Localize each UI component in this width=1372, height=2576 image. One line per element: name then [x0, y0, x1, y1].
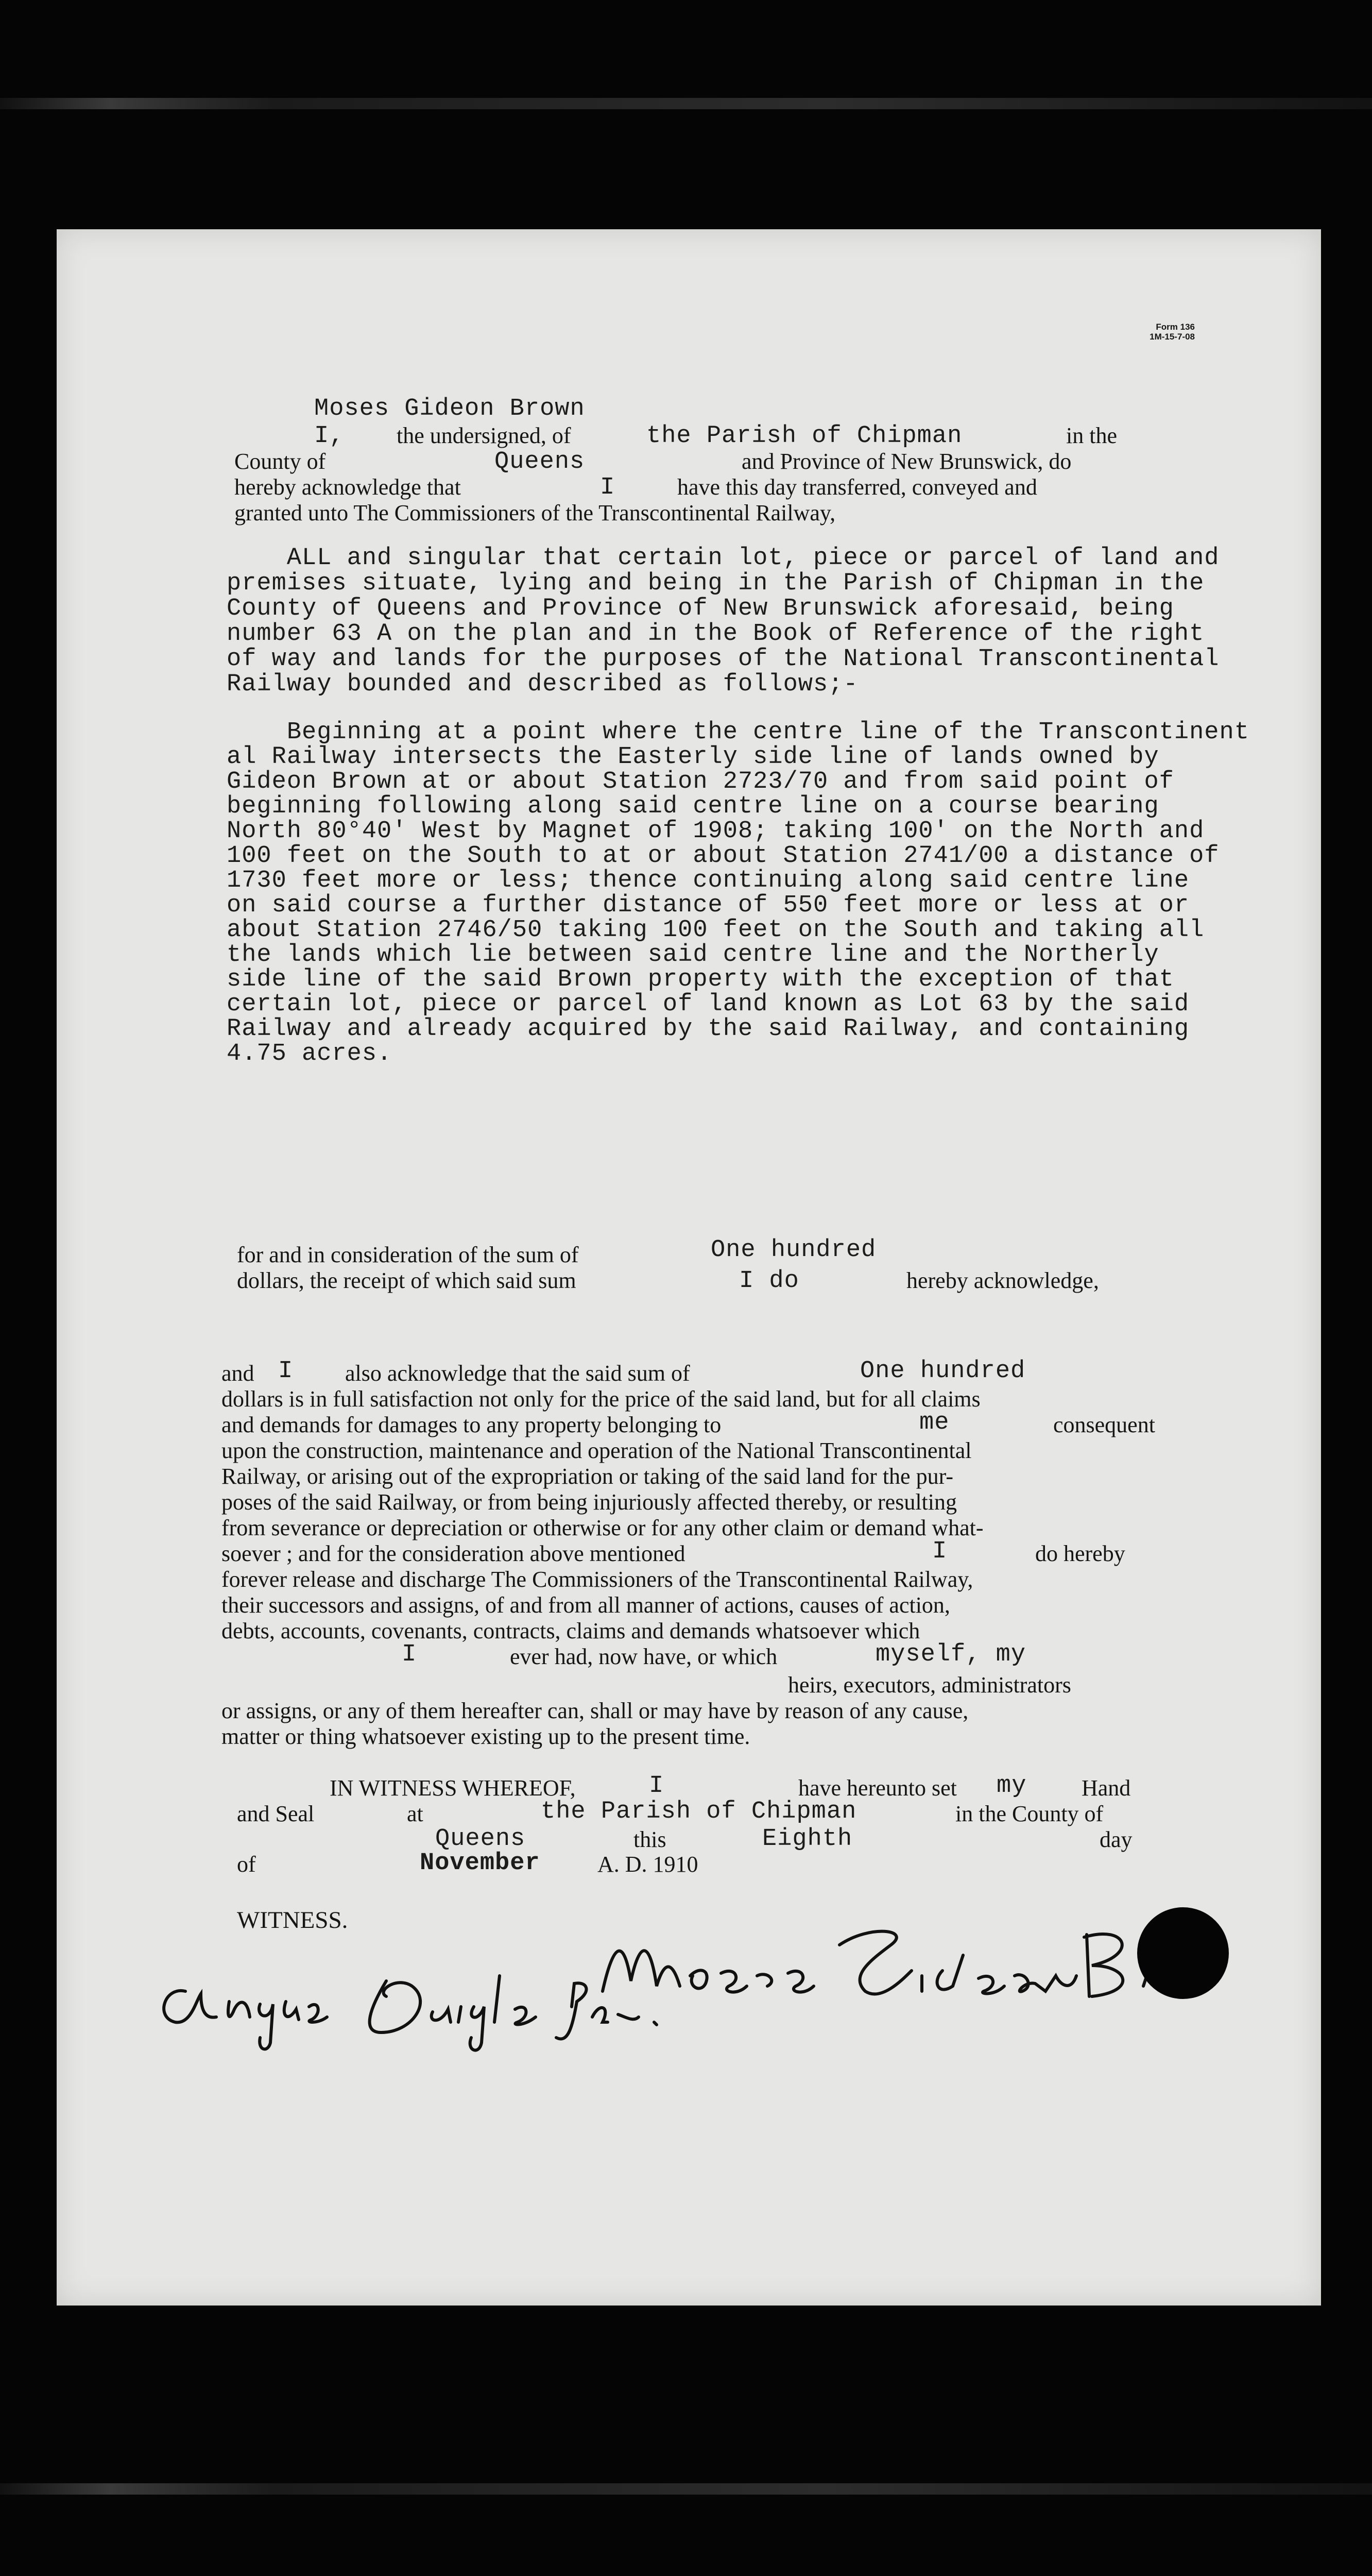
day-label: day — [1100, 1827, 1133, 1852]
form-number — [1045, 322, 1195, 342]
release-line: forever release and discharge The Commissioners of the Transcontinental Railway, — [221, 1567, 973, 1592]
release-do-hereby: do hereby — [1035, 1541, 1125, 1566]
release-line: dollars is in full satisfaction not only for the price of the said land, but for all claims — [221, 1386, 981, 1412]
witness-label: WITNESS. — [237, 1907, 348, 1934]
release-line: or assigns, or any of them hereafter can, shall or may have by reason of any cause, — [221, 1698, 969, 1723]
release-heirs: heirs, executors, administrators — [788, 1672, 1071, 1698]
para1-line: County of Queens and Province of New Brunswick aforesaid, being — [227, 595, 1174, 622]
hand-label: Hand — [1082, 1775, 1131, 1801]
form-code: 1M-15-7-08 — [1150, 332, 1195, 342]
release-also-acknowledge: also acknowledge that the said sum of — [345, 1361, 690, 1386]
para2-line: certain lot, piece or parcel of land known as Lot 63 by the said — [227, 991, 1190, 1018]
document-page — [57, 229, 1321, 2306]
province-label: and Province of New Brunswick, do — [742, 449, 1072, 474]
acknowledge-label: hereby acknowledge that — [234, 474, 461, 500]
para2-line: Gideon Brown at or about Station 2723/70 and from said point of — [227, 768, 1174, 795]
release-line: soever ; and for the consideration above mentioned — [221, 1541, 685, 1566]
release-line: Railway, or arising out of the expropriation or taking of the said land for the pur- — [221, 1464, 953, 1489]
release-line: their successors and assigns, of and from all manner of actions, causes of action, — [221, 1592, 950, 1618]
release-and: and — [221, 1361, 254, 1386]
witness-month: November — [420, 1850, 540, 1877]
release-consequent: consequent — [1053, 1412, 1155, 1437]
para2-line: Railway and already acquired by the said Railway, and containing — [227, 1015, 1190, 1043]
grantor-name: Moses Gideon Brown — [314, 395, 585, 422]
consideration-label: for and in consideration of the sum of — [237, 1242, 579, 1267]
release-i: I — [278, 1358, 294, 1385]
seal-stamp — [1137, 1907, 1229, 1999]
in-witness-whereof: IN WITNESS WHEREOF, — [330, 1775, 576, 1801]
county-label: County of — [234, 449, 326, 474]
release-line: from severance or depreciation or otherwise or for any other claim or demand what- — [221, 1515, 984, 1540]
para2-line: on said course a further distance of 550 feet more or less at or — [227, 892, 1190, 919]
hereby-acknowledge-label: hereby acknowledge, — [906, 1268, 1099, 1293]
of-label: of — [237, 1852, 256, 1877]
acknowledge-typed: I — [600, 474, 615, 501]
receipt-typed: I do — [739, 1267, 799, 1295]
scan-edge-bottom — [0, 2483, 1372, 2495]
witness-i: I — [649, 1772, 664, 1800]
at-label: at — [407, 1801, 423, 1826]
release-i-3: I — [402, 1641, 417, 1668]
para1-line: of way and lands for the purposes of the National Transcontinental — [227, 646, 1220, 673]
para2-line: 100 feet on the South to at or about Station 2741/00 a distance of — [227, 842, 1220, 870]
witness-county: Queens — [435, 1825, 526, 1853]
witness-my: my — [997, 1772, 1027, 1800]
para2-line: side line of the said Brown property with the exception of that — [227, 966, 1174, 993]
form-number-label: Form 136 — [1156, 322, 1195, 332]
witness-day: Eighth — [762, 1825, 853, 1853]
para2-line: 4.75 acres. — [227, 1040, 392, 1067]
para2-line: al Railway intersects the Easterly side line of lands owned by — [227, 743, 1159, 771]
release-myself: myself, my — [876, 1641, 1026, 1668]
para2-line: beginning following along said centre line on a course bearing — [227, 793, 1159, 820]
release-me: me — [919, 1409, 950, 1436]
release-line: and demands for damages to any property belonging to — [221, 1412, 722, 1437]
and-seal-label: and Seal — [237, 1801, 315, 1826]
witness-signature — [144, 1945, 752, 2063]
para1-line: number 63 A on the plan and in the Book of Reference of the right — [227, 620, 1205, 648]
witness-place: the Parish of Chipman — [541, 1798, 857, 1825]
hereunto-set: have hereunto set — [798, 1775, 957, 1801]
scan-edge-top — [0, 98, 1372, 109]
release-line: matter or thing whatsoever existing up to the present time. — [221, 1724, 750, 1749]
release-line: upon the construction, maintenance and operation of the National Transcontinental — [221, 1438, 972, 1463]
release-i-2: I — [932, 1538, 948, 1565]
para1-line: Railway bounded and described as follows;- — [227, 671, 859, 698]
release-ever-had: ever had, now have, or which — [510, 1644, 778, 1669]
in-the-label: in the — [1066, 423, 1117, 448]
para1-line: premises situate, lying and being in the Parish of Chipman in the — [227, 570, 1205, 597]
release-amount: One hundred — [860, 1358, 1026, 1385]
anno-domini: A. D. 1910 — [597, 1852, 698, 1877]
consideration-amount: One hundred — [711, 1236, 877, 1264]
this-label: this — [633, 1827, 666, 1852]
para2-line: 1730 feet more or less; thence continuing along said centre line — [227, 867, 1190, 894]
para2-line: North 80°40' West by Magnet of 1908; taking 100' on the North and — [227, 818, 1205, 845]
para2-line: the lands which lie between said centre line and the Northerly — [227, 941, 1159, 969]
para1-line: ALL and singular that certain lot, piece or parcel of land and — [227, 545, 1220, 572]
granted-line: granted unto The Commissioners of the Transcontinental Railway, — [234, 500, 836, 526]
para2-line: Beginning at a point where the centre line of the Transcontinent — [227, 719, 1249, 746]
transferred-label: have this day transferred, conveyed and — [677, 474, 1037, 500]
release-line: debts, accounts, covenants, contracts, claims and demands whatsoever which — [221, 1618, 920, 1643]
receipt-label: dollars, the receipt of which said sum — [237, 1268, 576, 1293]
release-line: poses of the said Railway, or from being injuriously affected thereby, or resulting — [221, 1489, 957, 1515]
county-typed: Queens — [494, 448, 585, 476]
undersigned-label: the undersigned, of — [397, 423, 571, 448]
in-the-county-label: in the County of — [955, 1801, 1104, 1826]
parish-typed: the Parish of Chipman — [646, 422, 963, 450]
pronoun-i: I, — [314, 422, 345, 450]
para2-line: about Station 2746/50 taking 100 feet on the South and taking all — [227, 917, 1205, 944]
